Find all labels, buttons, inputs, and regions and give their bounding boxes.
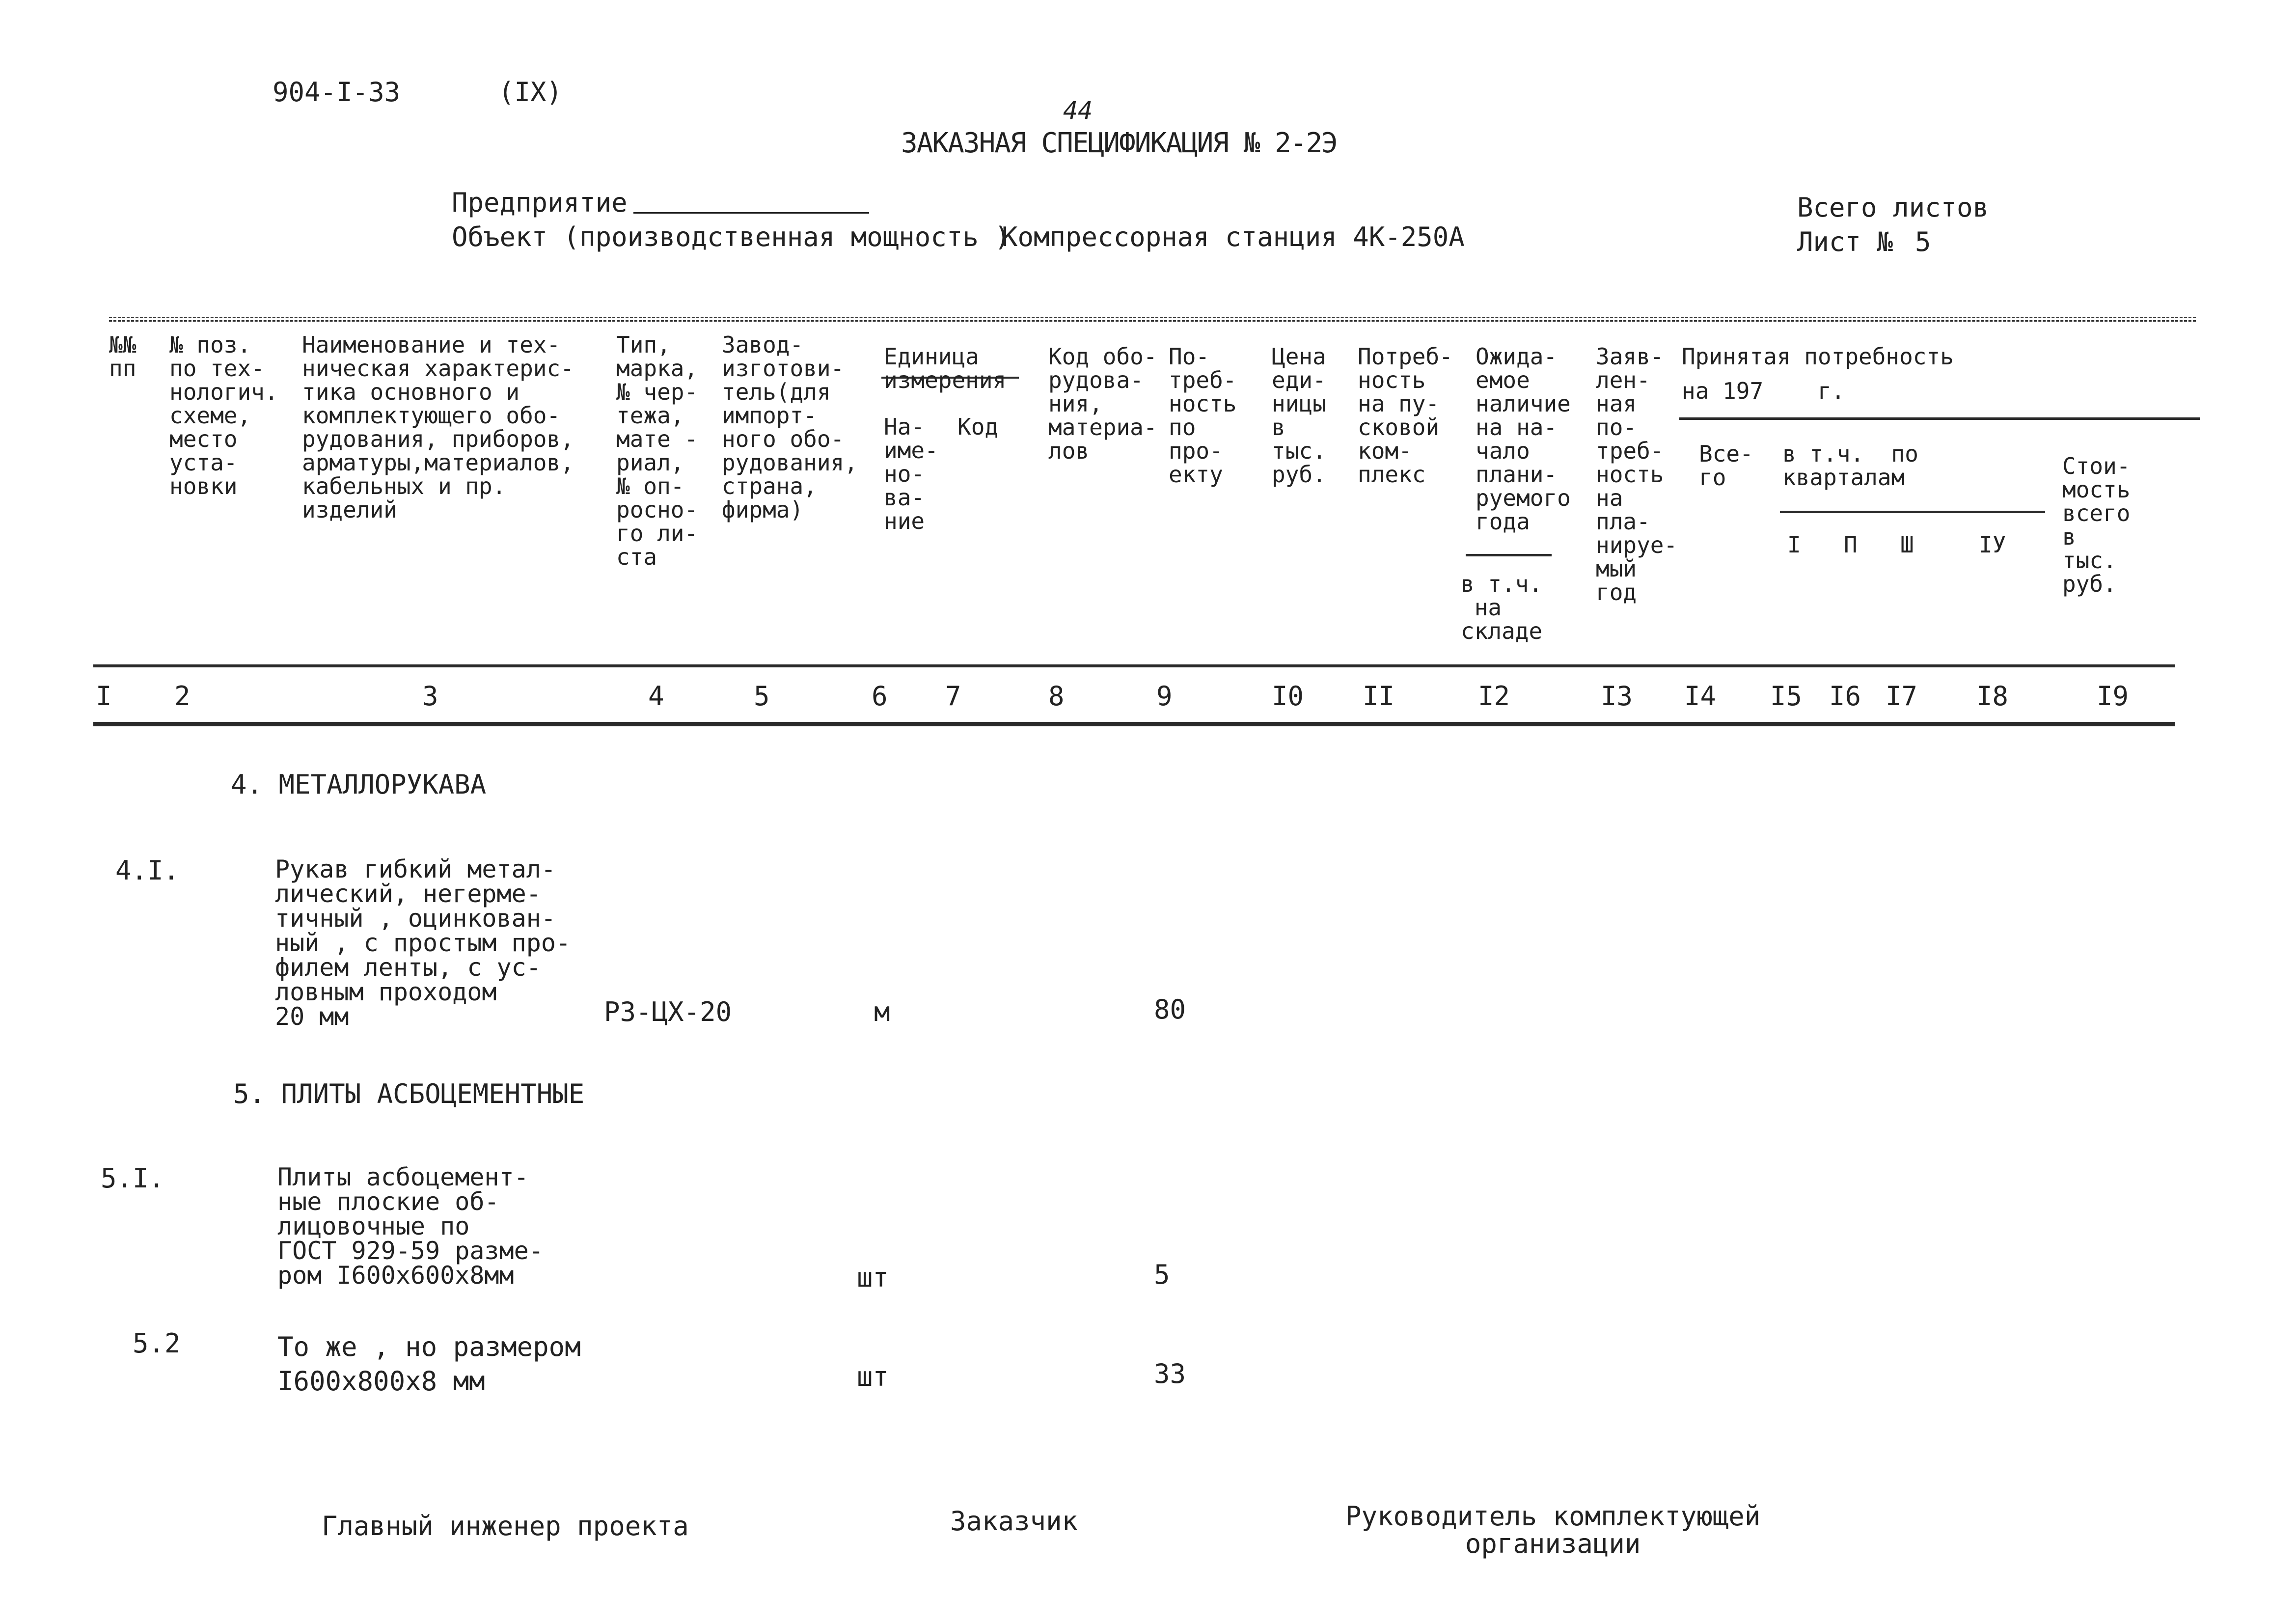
col-header-4: Тип, марка, № чер- тежа, мате - риал, № оп- росно- го ли- ста	[616, 331, 698, 570]
col-header-2: № поз. по тех- нологич. схеме, место уста- новки	[169, 331, 278, 499]
row-type: РЗ-ЦХ-20	[604, 996, 732, 1027]
col-number-4: 4	[648, 681, 664, 712]
col-number-13: I3	[1601, 681, 1633, 712]
signature-supplier-head: Руководитель комплектующей организации	[1345, 1501, 1761, 1559]
signature-chief-engineer: Главный инженер проекта	[322, 1511, 689, 1541]
col-number-19: I9	[2097, 681, 2129, 712]
enterprise-label: Предприятие	[452, 187, 628, 218]
col-number-9: 9	[1156, 681, 1173, 712]
page-mark: 44	[1063, 96, 1093, 125]
object-label: Объект (производственная мощность )	[452, 221, 1011, 252]
col-header-1: №№ пп	[109, 331, 137, 382]
col-number-7: 7	[945, 681, 961, 712]
col-header-11: Потреб- ность на пу- сковой ком- плекс	[1358, 343, 1453, 488]
page-title: ЗАКАЗНАЯ СПЕЦИФИКАЦИЯ № 2-2Э	[901, 127, 1338, 159]
col-number-14: I4	[1684, 681, 1717, 712]
sheet-label: Лист №	[1797, 226, 1893, 257]
col-header-accepted-year: на 197 г.	[1682, 378, 1845, 404]
c12-sub-rule	[1466, 554, 1552, 556]
column-numbers-rule	[93, 722, 2175, 726]
row-name: То же , но размером I600x800x8 мм	[277, 1331, 581, 1397]
col-header-12-sub: в т.ч. на складе	[1461, 571, 1543, 644]
sheet-number: 5	[1915, 226, 1931, 257]
row-quantity: 5	[1154, 1259, 1170, 1290]
col-header-10: Цена еди- ницы в тыс. руб.	[1272, 343, 1326, 488]
row-quantity: 33	[1154, 1358, 1186, 1389]
row-position: 5.2	[133, 1328, 181, 1359]
col-number-1: I	[96, 681, 112, 712]
document-code: 904-I-33	[273, 77, 401, 108]
section-title: 5. ПЛИТЫ АСБОЦЕМЕНТНЫЕ	[233, 1078, 585, 1109]
col-header-7: Код	[957, 413, 999, 440]
col-header-3: Наименование и тех- ническая характерис- тика основного и комплектующего обо- рудования, приборов, арматуры,материалов, кабельных и пр. изделий	[302, 331, 574, 523]
header-bottom-rule	[93, 664, 2175, 667]
col-number-8: 8	[1048, 681, 1065, 712]
col-number-11: II	[1363, 681, 1395, 712]
col-number-12: I2	[1478, 681, 1510, 712]
quarters-rule	[1780, 511, 2045, 513]
row-position: 5.I.	[101, 1163, 165, 1194]
col-number-18: I8	[1976, 681, 2009, 712]
object-value: Компрессорная станция 4К-250А	[1002, 221, 1465, 252]
col-header-6: На- име- но- ва- ние	[884, 413, 938, 534]
col-header-12: Ожида- емое наличие на на- чало плани- руемого года	[1476, 343, 1571, 535]
document-part: (IX)	[498, 77, 563, 108]
col-header-quarters: в т.ч. по кварталам	[1782, 440, 1918, 491]
total-sheets-label: Всего листов	[1797, 192, 1989, 223]
col-header-19: Стои- мость всего в тыс. руб.	[2062, 453, 2131, 597]
col-header-9: По- треб- ность по про- екту	[1169, 343, 1237, 488]
col-number-10: I0	[1272, 681, 1304, 712]
col-header-q3: Ш	[1900, 531, 1914, 558]
col-header-accepted: Принятая потребность	[1682, 343, 1954, 370]
col-number-15: I5	[1770, 681, 1803, 712]
accepted-rule	[1679, 417, 2200, 420]
row-quantity: 80	[1154, 994, 1186, 1025]
section-title: 4. МЕТАЛЛОРУКАВА	[231, 769, 487, 800]
col-header-q2: П	[1844, 531, 1858, 558]
row-position: 4.I.	[115, 855, 180, 886]
col-header-8: Код обо- рудова- ния, материа- лов	[1048, 343, 1157, 464]
col-number-17: I7	[1886, 681, 1918, 712]
col-header-q4: IУ	[1979, 531, 2006, 558]
col-header-13: Заяв- лен- ная по- треб- ность на пла- нируе- мый год	[1596, 343, 1678, 606]
col-header-14: Все- го	[1699, 440, 1753, 491]
row-name: Плиты асбоцемент- ные плоские об- лицовочные по ГОСТ 929-59 разме- ром I600x600x8мм	[277, 1163, 544, 1290]
col-number-16: I6	[1829, 681, 1861, 712]
col-header-q1: I	[1787, 531, 1801, 558]
col-header-unit-group: Единица измерения	[884, 343, 1007, 393]
col-number-2: 2	[174, 681, 191, 712]
col-number-5: 5	[754, 681, 770, 712]
col-header-5: Завод- изготови- тель(для импорт- ного обо- рудования, страна, фирма)	[722, 331, 858, 523]
row-unit: м	[874, 996, 890, 1027]
table-top-rule	[109, 317, 2196, 322]
enterprise-blank	[633, 212, 869, 214]
signature-customer: Заказчик	[950, 1506, 1078, 1537]
row-name: Рукав гибкий метал- лический, негерме- тичный , оцинкован- ный , с простым про- филем ленты, с ус- ловным проходом 20 мм	[275, 855, 571, 1031]
col-number-3: 3	[422, 681, 438, 712]
row-unit: шт	[857, 1262, 889, 1293]
col-number-6: 6	[872, 681, 888, 712]
row-unit: шт	[857, 1361, 889, 1392]
